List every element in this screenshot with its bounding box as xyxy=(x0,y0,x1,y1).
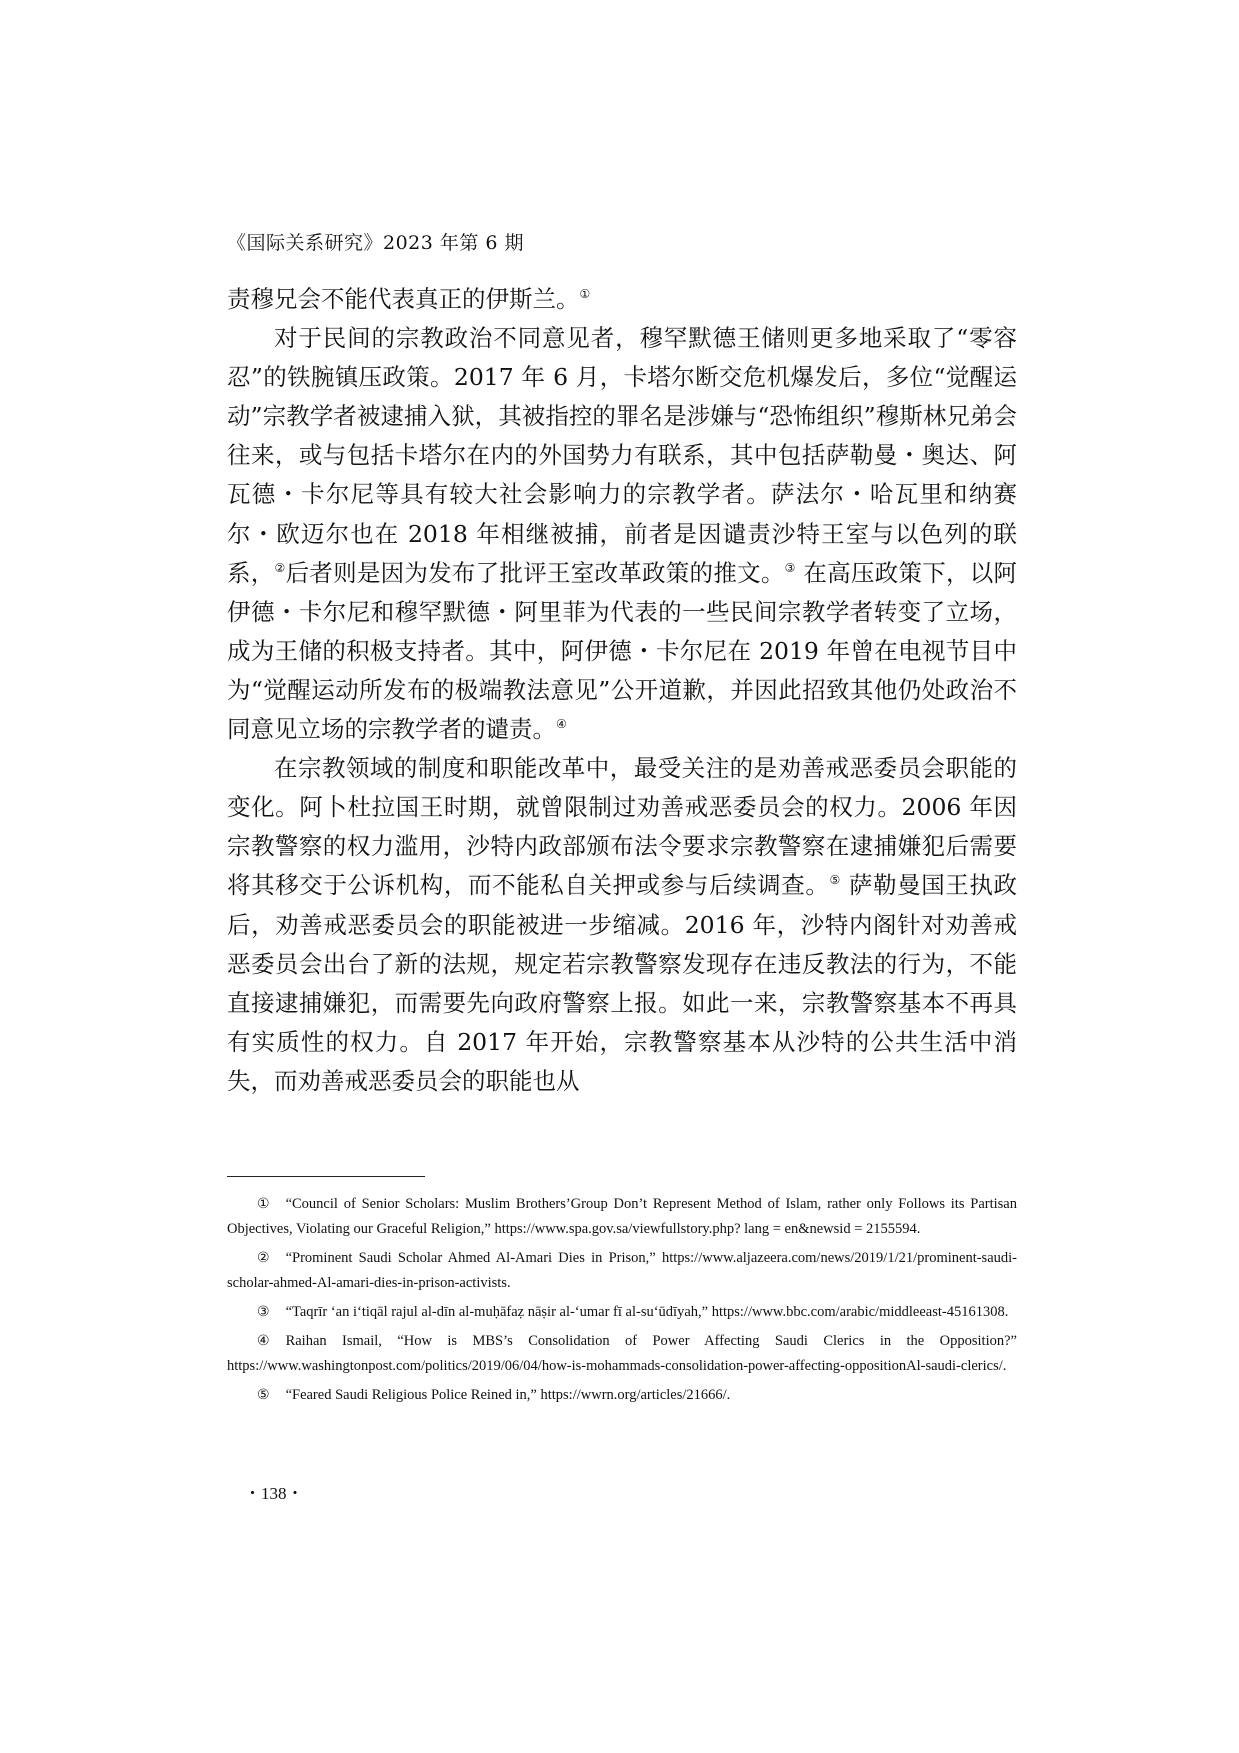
footnote-text: Raihan Ismail, “How is MBS’s Consolidation of Power Affecting Saudi Clerics in the Opposition?” https://www.washingtonpost.com/politics/2019/06/04/how-is-mohammads-consolidation-power-affecting-oppositionAl-saudi-clerics/. xyxy=(227,1333,1017,1374)
footnote-ref-1[interactable]: ① xyxy=(579,287,591,302)
footnote-text: “Council of Senior Scholars: Muslim Brothers’Group Don’t Represent Method of Islam, rather only Follows its Partisan Objectives, Violating our Graceful Religion,” https://www.spa.gov.sa/viewfullstory.php? lang = en&newsid = 2155594. xyxy=(227,1196,1017,1237)
footnotes xyxy=(227,1192,1017,1412)
footnote-4 xyxy=(227,1329,1017,1379)
paragraph-2 xyxy=(227,319,1017,749)
footnote-text: “Taqrīr ‘an i‘tiqāl rajul al-dīn al-muḥāfaẓ nāṣir al-‘umar fī al-su‘ūdīyah,” https://www.bbc.com/arabic/middleeast-45161308. xyxy=(285,1304,1009,1320)
body-text xyxy=(227,280,1017,1101)
running-header: 《国际关系研究》2023 年第 6 期 xyxy=(227,232,525,254)
footnote-mark: ③ xyxy=(257,1304,270,1320)
footnote-text: “Feared Saudi Religious Police Reined in,” https://wwrn.org/articles/21666/. xyxy=(285,1387,731,1403)
footnote-mark: ⑤ xyxy=(257,1387,270,1403)
footnote-text: “Prominent Saudi Scholar Ahmed Al-Amari Dies in Prison,” https://www.aljazeera.com/news/2019/1/21/prominent-saudi-scholar-ahmed-Al-amari-dies-in-prison-activists. xyxy=(227,1250,1017,1291)
paragraph-text: 在高压政策下，以阿伊德・卡尔尼和穆罕默德・阿里菲为代表的一些民间宗教学者转变了立场，成为王储的积极支持者。其中，阿伊德・卡尔尼在 2019 年曾在电视节目中为“觉醒运动所发布的极端教法意见”公开道歉，并因此招致其他仍处政治不同意见立场的宗教学者的谴责。 xyxy=(227,558,1018,744)
footnote-ref-5[interactable]: ⑤ xyxy=(829,873,841,888)
paragraph-1 xyxy=(227,280,1017,319)
footnote-mark: ① xyxy=(257,1196,270,1212)
page-number: ・138・ xyxy=(244,1484,304,1503)
footnote-5 xyxy=(227,1383,1017,1408)
footnote-ref-4[interactable]: ④ xyxy=(556,717,567,732)
footnote-ref-2[interactable]: ② xyxy=(274,560,286,575)
footnote-mark: ④ xyxy=(257,1333,270,1349)
footnote-3 xyxy=(227,1300,1017,1325)
footnote-mark: ② xyxy=(257,1250,270,1266)
footnote-2 xyxy=(227,1246,1017,1296)
paragraph-text: 后者则是因为发布了批评王室改革政策的推文。 xyxy=(285,558,785,587)
footnote-divider xyxy=(227,1176,425,1177)
footnote-ref-3[interactable]: ③ xyxy=(784,560,796,575)
paragraph-text: 责穆兄会不能代表真正的伊斯兰。 xyxy=(227,285,580,313)
footnote-1 xyxy=(227,1192,1017,1242)
paragraph-text: 萨勒曼国王执政后，劝善戒恶委员会的职能被进一步缩减。2016 年，沙特内阁针对劝善戒恶委员会出台了新的法规，规定若宗教警察发现存在违反教法的行为，不能直接逮捕嫌犯，而需要先向政府警察上报。如此一来，宗教警察基本不再具有实质性的权力。自 2017 年开始，宗教警察基本从沙特的公共生活中消失，而劝善戒恶委员会的职能也从 xyxy=(227,871,1017,1095)
paragraph-text: 对于民间的宗教政治不同意见者，穆罕默德王储则更多地采取了“零容忍”的铁腕镇压政策。2017 年 6 月，卡塔尔断交危机爆发后，多位“觉醒运动”宗教学者被逮捕入狱，其被指控的罪名是涉嫌与“恐怖组织”穆斯林兄弟会往来，或与包括卡塔尔在内的外国势力有联系，其中包括萨勒曼・奥达、阿瓦德・卡尔尼等具有较大社会影响力的宗教学者。萨法尔・哈瓦里和纳赛尔・欧迈尔也在 2018 年相继被捕，前者是因谴责沙特王室与以色列的联系， xyxy=(227,324,1017,587)
paragraph-text: 在宗教领域的制度和职能改革中，最受关注的是劝善戒恶委员会职能的变化。阿卜杜拉国王时期，就曾限制过劝善戒恶委员会的权力。2006 年因宗教警察的权力滥用，沙特内政部颁布法令要求宗教警察在逮捕嫌犯后需要将其移交于公诉机构，而不能私自关押或参与后续调查。 xyxy=(227,754,1017,900)
paragraph-3 xyxy=(227,749,1017,1101)
